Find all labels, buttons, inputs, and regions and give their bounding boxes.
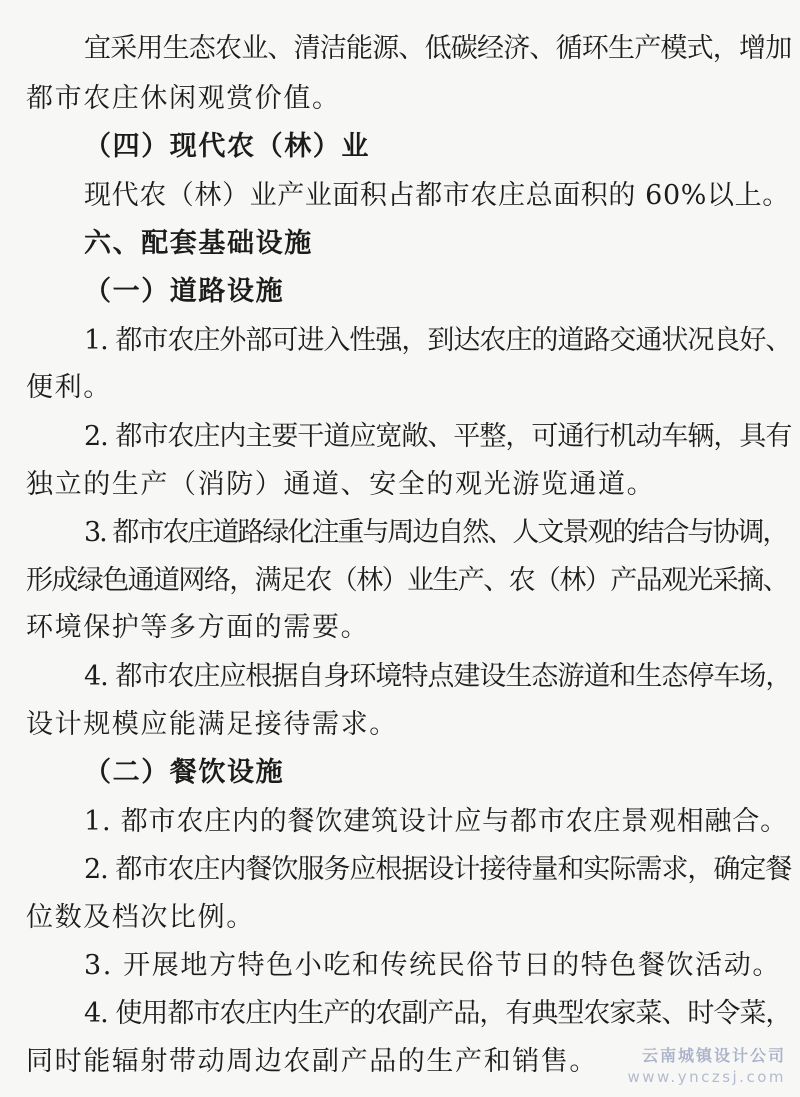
text-line-2: 都市农庄休闲观赏价值。 bbox=[26, 83, 341, 114]
text-line-11: 3. 都市农庄道路绿化注重与周边自然、人文景观的结合与协调， bbox=[84, 517, 788, 548]
section-heading-1: （一）道路设施 bbox=[84, 276, 285, 307]
text-line-10: 独立的生产（消防）通道、安全的观光游览通道。 bbox=[26, 469, 656, 500]
text-line-1: 宜采用生态农业、清洁能源、低碳经济、循环生产模式，增加 bbox=[84, 33, 792, 64]
text-line-14: 4. 都市农庄应根据自身环境特点建设生态游道和生态停车场， bbox=[84, 661, 792, 692]
text-line-15: 设计规模应能满足接待需求。 bbox=[26, 709, 398, 740]
text-line-22: 同时能辐射带动周边农副产品的生产和销售。 bbox=[26, 1046, 598, 1077]
watermark-url: www.ynczsj.com bbox=[627, 1068, 786, 1086]
text-line-18: 2. 都市农庄内餐饮服务应根据设计接待量和实际需求，确定餐 bbox=[84, 854, 792, 885]
text-line-9: 2. 都市农庄内主要干道应宽敞、平整，可通行机动车辆，具有 bbox=[84, 421, 792, 452]
text-line-21: 4. 使用都市农庄内生产的农副产品，有典型农家菜、时令菜， bbox=[84, 998, 792, 1029]
section-heading-4: （四）现代农（林）业 bbox=[84, 131, 370, 162]
chapter-heading-6: 六、配套基础设施 bbox=[84, 228, 313, 259]
text-line-19: 位数及档次比例。 bbox=[26, 902, 255, 933]
text-line-13: 环境保护等多方面的需要。 bbox=[26, 612, 370, 643]
text-line-7: 1. 都市农庄外部可进入性强，到达农庄的道路交通状况良好、 bbox=[84, 325, 792, 356]
text-line-12: 形成绿色通道网络，满足农（林）业生产、农（林）产品观光采摘、 bbox=[26, 565, 788, 596]
text-line-20: 3. 开展地方特色小吃和传统民俗节日的特色餐饮活动。 bbox=[84, 950, 781, 981]
text-line-4: 现代农（林）业产业面积占都市农庄总面积的 60%以上。 bbox=[84, 180, 790, 211]
text-line-8: 便利。 bbox=[26, 372, 112, 403]
text-line-17: 1. 都市农庄内的餐饮建筑设计应与都市农庄景观相融合。 bbox=[84, 806, 788, 837]
watermark-company-name: 云南城镇设计公司 bbox=[641, 1046, 786, 1065]
watermark bbox=[576, 1045, 786, 1087]
section-heading-2: （二）餐饮设施 bbox=[84, 757, 285, 788]
